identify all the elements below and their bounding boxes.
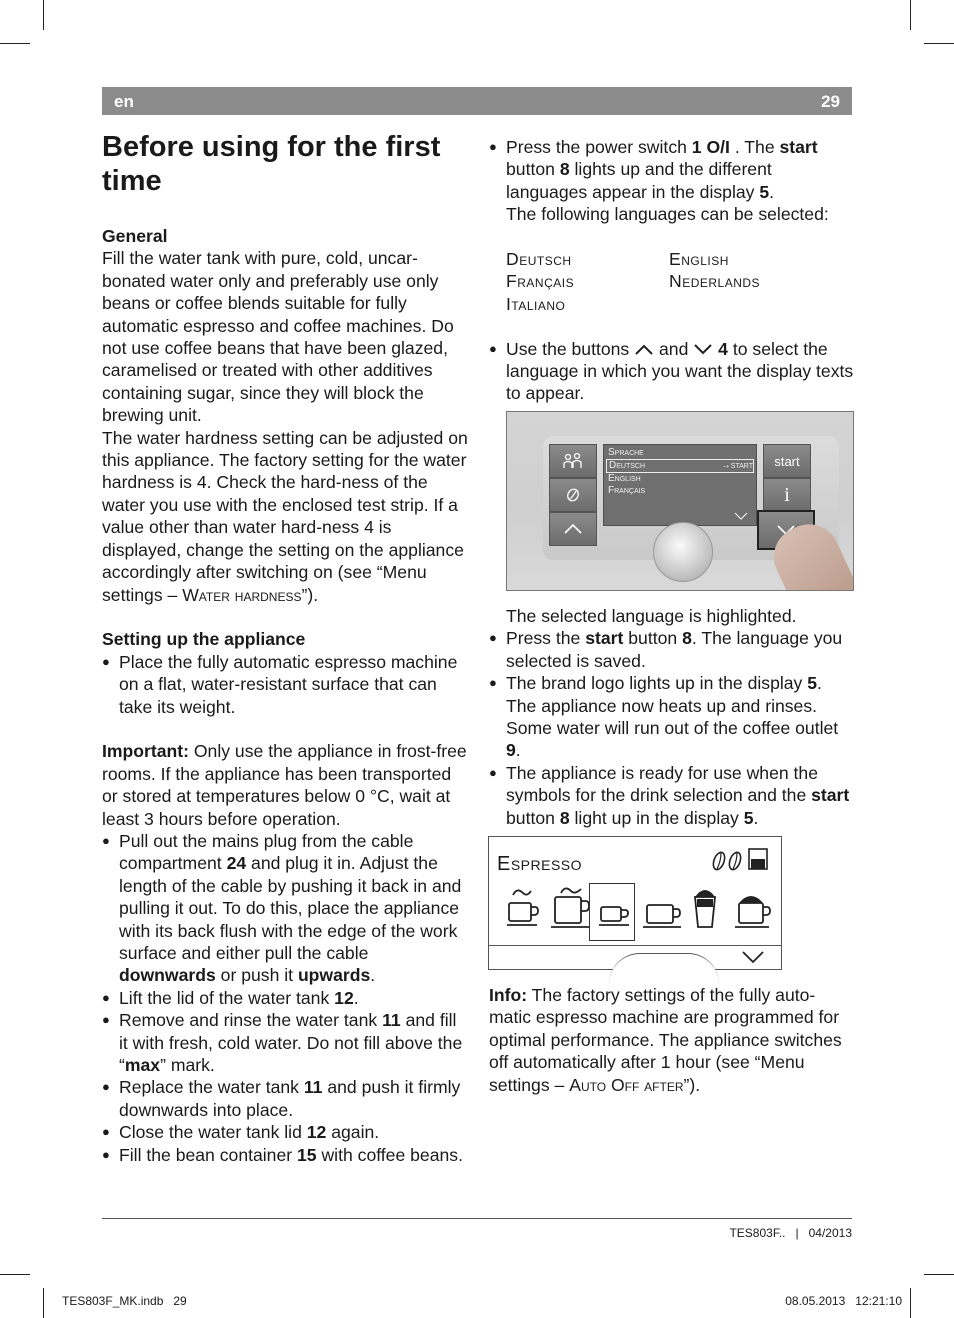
crop-mark (910, 0, 911, 30)
crop-mark (0, 1274, 30, 1275)
crop-mark (924, 43, 954, 44)
list-item: ● Place the fully automatic espresso machine on a flat, water-resistant surface that can take its weight. (102, 651, 468, 718)
cappuccino-icon (735, 896, 770, 927)
list-item: ● Use the buttons and 4 to select the language in which you want the display texts to appear. (489, 338, 855, 405)
display-knob-outline (609, 953, 719, 984)
strength-icon (709, 847, 773, 875)
language-display (603, 444, 757, 526)
chevron-up-icon (563, 523, 583, 535)
setup-heading: Setting up the appliance (102, 629, 306, 650)
up-button (549, 512, 597, 546)
display-title: Sprache (608, 447, 644, 458)
drink-icons (503, 883, 773, 943)
list-item: ● Replace the water tank 11 and push it firmly downwards into place. (102, 1076, 468, 1121)
list-item: ● The appliance is ready for use when the symbols for the drink selection and the start button 8 light up in the display 5. (489, 762, 855, 829)
language-item: Français (506, 271, 575, 292)
print-slug-date: 08.05.2013 12:21:10 (785, 1294, 902, 1308)
language-item: Deutsch (506, 249, 572, 270)
bean-button (549, 478, 597, 512)
list-item: ● Press the start button 8. The language you selected is saved. (489, 627, 855, 672)
page-header-bar (102, 87, 852, 115)
list-item: ● The brand logo lights up in the display 5. The appliance now heats up and rinses. Some water will run out of the coffee outlet 9. (489, 672, 855, 762)
drink-name: Espresso (497, 853, 583, 875)
crop-mark (43, 0, 44, 30)
page-number: 29 (821, 92, 840, 111)
selected-drink-frame (589, 883, 635, 941)
language-item: Nederlands (669, 271, 761, 292)
crop-mark (0, 43, 30, 44)
list-item: ● Lift the lid of the water tank 12. (102, 987, 468, 1009)
language-item: Italiano (506, 293, 566, 314)
list-item: ● Press the power switch 1 O/I . The start button 8 lights up and the different languages appear in the display 5. (489, 136, 855, 203)
languages-intro: The following languages can be selected: (506, 204, 829, 225)
page-title: Before using for the first time (102, 131, 441, 197)
list-item: ● Remove and rinse the water tank 11 and fill it with fresh, cold water. Do not fill above the “max” mark. (102, 1009, 468, 1076)
water-hardness-paragraph: The water hardness setting can be adjusted on this appliance. The factory setting for the water hardness is 4. Check the hard-ness of the water you use with the enclosed test strip. If a value other than water hard-ness 4 is displayed, change the setting on the appliance accordingly after switching on (see “Menu settings – Water hardness”). (102, 427, 468, 605)
display-divider (489, 945, 781, 946)
start-button: start (763, 444, 811, 478)
chevron-down-icon (693, 342, 713, 356)
left-column (102, 225, 468, 1166)
general-paragraph: Fill the water tank with pure, cold, uncar-bonated water only and preferably use only beans or coffee blends suitable for fully automatic espresso and coffee machines. Do not use coffee beans that have been glazed, caramelised or treated with other additives containing sugar, since they will block the brewing unit. (102, 248, 454, 426)
list-item: ● Close the water tank lid 12 again. (102, 1121, 468, 1143)
right-column-top (489, 136, 855, 405)
info-button: i (763, 478, 811, 512)
display-language-item: English (608, 473, 641, 484)
language-code: en (114, 92, 134, 111)
right-column-middle (489, 605, 855, 829)
right-column-bottom (489, 984, 855, 1096)
important-note: Important: Only use the appliance in frost-free rooms. If the appliance has been transported or stored at temperatures below 0 °C, wait at least 3 hours before operation. (102, 741, 467, 829)
display-start-hint: →start (720, 460, 753, 471)
list-item: ● Fill the bean container 15 with coffee beans. (102, 1144, 468, 1166)
people-icon (562, 452, 584, 470)
large-coffee-icon (551, 888, 589, 927)
crop-mark (910, 1288, 911, 1318)
crop-mark (43, 1288, 44, 1318)
coffee-cup-icon (507, 890, 538, 925)
crop-mark (924, 1274, 954, 1275)
display-language-item: Français (608, 485, 646, 496)
chevron-down-icon (741, 949, 765, 965)
control-panel-photo (506, 411, 854, 591)
coffee-mug-icon (643, 905, 681, 927)
chevron-up-icon (634, 342, 654, 356)
general-heading: General (102, 226, 168, 246)
highlight-note: The selected language is highlighted. (506, 606, 797, 626)
print-slug-file: TES803F_MK.indb 29 (62, 1294, 187, 1308)
language-item: English (669, 249, 729, 270)
footer-reference: TES803F.. | 04/2013 (729, 1226, 852, 1240)
info-note: Info: The factory settings of the fully auto-matic espresso machine are programmed for optimal performance. The appliance switches off automatically after 1 hour (see “Menu settings – Auto Off after”). (489, 985, 842, 1095)
rotary-knob (653, 522, 713, 582)
drink-selection-display (488, 836, 782, 970)
milk-glass-icon (695, 890, 715, 927)
coffee-bean-icon (564, 486, 582, 504)
list-item: ● Pull out the mains plug from the cable compartment 24 and plug it in. Adjust the length of the cable by pushing it back in and pulling it out. To do this, place the appliance with its back flush with the edge of the work surface and either pull the cable downwards or push it upwards. (102, 830, 468, 987)
menu-button (549, 444, 597, 478)
display-selected-language: Deutsch →start (606, 459, 754, 473)
footer-rule (102, 1218, 852, 1219)
language-list (489, 248, 855, 315)
chevron-down-icon (734, 511, 748, 521)
